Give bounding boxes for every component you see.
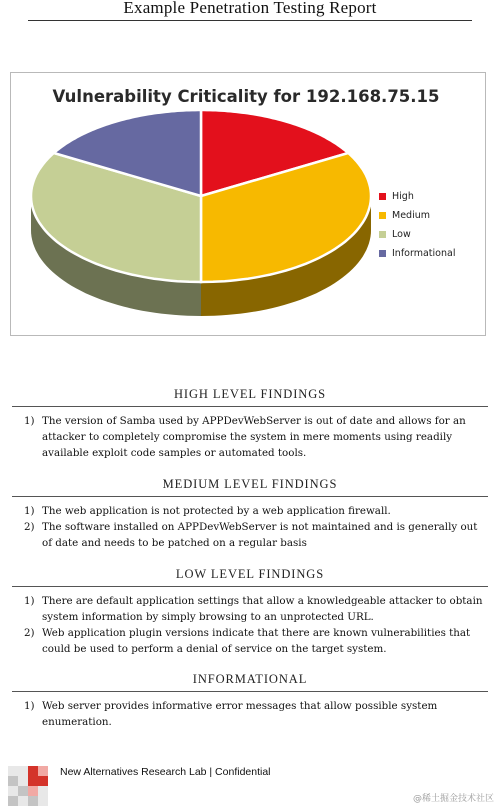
finding-number: 1) — [24, 595, 35, 607]
section-rule — [12, 406, 488, 407]
section-low — [12, 567, 488, 657]
finding-number: 1) — [24, 700, 35, 712]
logo-tile — [38, 786, 48, 796]
logo-tile — [38, 796, 48, 806]
legend-label: Medium — [392, 210, 430, 221]
finding-text: The software installed on APPDevWebServer is not maintained and is generally out of date and needs to be patched on a regular basis — [42, 521, 478, 549]
legend-item-low — [379, 225, 455, 244]
logo-tile — [28, 796, 38, 806]
logo-tile — [8, 786, 18, 796]
legend-label: Low — [392, 229, 411, 240]
section-heading: LOW LEVEL FINDINGS — [175, 567, 325, 581]
finding-text: Web application plugin versions indicate that there are known vulnerabilities that could be used to perform a denial of service on the target system. — [42, 627, 471, 655]
legend-label: High — [392, 191, 414, 202]
finding-item — [12, 519, 488, 551]
finding-item — [12, 503, 488, 519]
finding-text: The web application is not protected by a web application firewall. — [42, 505, 391, 517]
legend-swatch — [379, 231, 386, 238]
title-rule — [28, 20, 472, 21]
finding-number: 2) — [24, 627, 35, 639]
logo-tile — [28, 776, 38, 786]
section-heading: MEDIUM LEVEL FINDINGS — [162, 477, 338, 491]
footer-text: New Alternatives Research Lab | Confidential — [60, 766, 271, 778]
section-heading: HIGH LEVEL FINDINGS — [173, 387, 327, 401]
finding-number: 1) — [24, 415, 35, 427]
finding-number: 1) — [24, 505, 35, 517]
logo-tile — [18, 786, 28, 796]
logo-tile — [8, 766, 18, 776]
legend-item-medium — [379, 206, 455, 225]
finding-item — [12, 413, 488, 461]
logo-tile — [38, 766, 48, 776]
company-logo — [8, 766, 48, 806]
finding-text: Web server provides informative error messages that allow possible system enumeration. — [42, 700, 438, 728]
legend-swatch — [379, 250, 386, 257]
legend-item-high — [379, 187, 455, 206]
logo-tile — [18, 776, 28, 786]
finding-item — [12, 625, 488, 657]
finding-text: The version of Samba used by APPDevWebServer is out of date and allows for an attacker to completely compromise the system in mere moments using readily available exploit code samples or automated tools. — [42, 415, 466, 459]
legend-label: Informational — [392, 248, 456, 259]
logo-tile — [28, 766, 38, 776]
logo-tile — [8, 776, 18, 786]
finding-text: There are default application settings that allow a knowledgeable attacker to obtain system information by simply browsing to an unprotected URL. — [42, 595, 483, 623]
logo-tile — [18, 796, 28, 806]
chart-title: Vulnerability Criticality for 192.168.75.15 — [52, 87, 440, 106]
section-rule — [12, 691, 488, 692]
logo-tile — [8, 796, 18, 806]
section-rule — [12, 496, 488, 497]
finding-number: 2) — [24, 521, 35, 533]
finding-item — [12, 698, 488, 730]
section-heading: INFORMATIONAL — [192, 672, 308, 686]
section-medium — [12, 477, 488, 551]
chart-legend — [379, 187, 455, 263]
legend-swatch — [379, 193, 386, 200]
watermark: @稀土掘金技术社区 — [412, 794, 494, 804]
finding-item — [12, 593, 488, 625]
logo-tile — [18, 766, 28, 776]
section-rule — [12, 586, 488, 587]
section-informational — [12, 672, 488, 730]
pie-chart-box — [10, 72, 486, 336]
legend-item-informational — [379, 244, 455, 263]
logo-tile — [38, 776, 48, 786]
section-high — [12, 387, 488, 461]
legend-swatch — [379, 212, 386, 219]
logo-tile — [28, 786, 38, 796]
page-title: Example Penetration Testing Report — [123, 0, 377, 17]
